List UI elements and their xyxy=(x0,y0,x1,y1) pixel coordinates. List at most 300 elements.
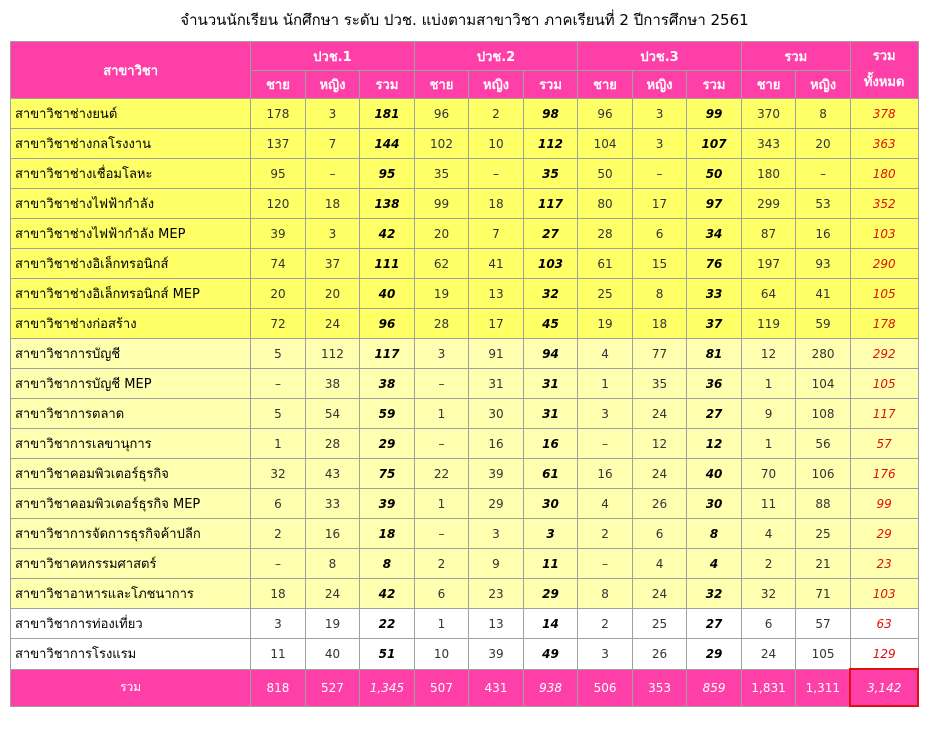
value-cell: 4 xyxy=(578,489,633,519)
value-cell: 16 xyxy=(305,519,360,549)
value-cell: 19 xyxy=(305,609,360,639)
value-cell: – xyxy=(796,159,851,189)
value-cell: 4 xyxy=(687,549,742,579)
value-cell: 2 xyxy=(251,519,306,549)
value-cell: 8 xyxy=(687,519,742,549)
value-cell: 49 xyxy=(523,639,578,670)
value-cell: 112 xyxy=(305,339,360,369)
value-cell: 87 xyxy=(741,219,796,249)
value-cell: 5 xyxy=(251,399,306,429)
value-cell: 40 xyxy=(305,639,360,670)
value-cell: 11 xyxy=(251,639,306,670)
value-cell: 4 xyxy=(578,339,633,369)
value-cell: 14 xyxy=(523,609,578,639)
value-cell: 2 xyxy=(578,609,633,639)
value-cell: 33 xyxy=(305,489,360,519)
value-cell: 2 xyxy=(414,549,469,579)
value-cell: – xyxy=(632,159,687,189)
value-cell: 31 xyxy=(523,399,578,429)
value-cell: 99 xyxy=(850,489,918,519)
value-cell: 32 xyxy=(741,579,796,609)
value-cell: 103 xyxy=(850,219,918,249)
value-cell: 3 xyxy=(305,99,360,129)
subject-name-cell: สาขาวิชาการบัญชี xyxy=(11,339,251,369)
value-cell: 96 xyxy=(360,309,415,339)
value-cell: 22 xyxy=(360,609,415,639)
value-cell: 42 xyxy=(360,579,415,609)
value-cell: 111 xyxy=(360,249,415,279)
value-cell: 117 xyxy=(360,339,415,369)
table-row xyxy=(11,369,919,399)
subject-name-cell: สาขาวิชาช่างกลโรงงาน xyxy=(11,129,251,159)
total-value-cell: 431 xyxy=(469,669,524,706)
table-row xyxy=(11,579,919,609)
value-cell: 81 xyxy=(687,339,742,369)
table-row xyxy=(11,129,919,159)
value-cell: 117 xyxy=(850,399,918,429)
value-cell: – xyxy=(305,159,360,189)
total-value-cell: 507 xyxy=(414,669,469,706)
value-cell: 62 xyxy=(414,249,469,279)
value-cell: 34 xyxy=(687,219,742,249)
value-cell: 31 xyxy=(469,369,524,399)
value-cell: 57 xyxy=(850,429,918,459)
value-cell: 12 xyxy=(632,429,687,459)
subject-name-cell: สาขาวิชาการจัดการธุรกิจค้าปลีก xyxy=(11,519,251,549)
value-cell: 28 xyxy=(578,219,633,249)
student-count-table xyxy=(10,41,919,707)
value-cell: – xyxy=(414,519,469,549)
table-row xyxy=(11,429,919,459)
value-cell: 29 xyxy=(360,429,415,459)
table-body xyxy=(11,99,919,707)
value-cell: 8 xyxy=(578,579,633,609)
value-cell: 352 xyxy=(850,189,918,219)
value-cell: 24 xyxy=(741,639,796,670)
value-cell: 16 xyxy=(523,429,578,459)
value-cell: 112 xyxy=(523,129,578,159)
value-cell: 91 xyxy=(469,339,524,369)
subject-name-cell: สาขาวิชาอาหารและโภชนาการ xyxy=(11,579,251,609)
value-cell: 178 xyxy=(251,99,306,129)
grand-total-header-line1: รวม xyxy=(872,49,896,64)
value-cell: 11 xyxy=(741,489,796,519)
grand-total-header xyxy=(850,42,918,99)
value-cell: 9 xyxy=(741,399,796,429)
subject-name-cell: สาขาวิชาช่างอิเล็กทรอนิกส์ xyxy=(11,249,251,279)
value-cell: 29 xyxy=(523,579,578,609)
value-cell: 117 xyxy=(523,189,578,219)
group-header-year3: ปวช.3 xyxy=(578,42,742,71)
value-cell: 64 xyxy=(741,279,796,309)
sub-header-female: หญิง xyxy=(469,71,524,99)
value-cell: 41 xyxy=(469,249,524,279)
value-cell: 37 xyxy=(305,249,360,279)
value-cell: 32 xyxy=(251,459,306,489)
value-cell: 29 xyxy=(469,489,524,519)
sub-header-female: หญิง xyxy=(796,71,851,99)
table-row xyxy=(11,459,919,489)
value-cell: 32 xyxy=(523,279,578,309)
value-cell: 6 xyxy=(632,219,687,249)
value-cell: 20 xyxy=(414,219,469,249)
value-cell: 4 xyxy=(632,549,687,579)
value-cell: 4 xyxy=(741,519,796,549)
table-row xyxy=(11,99,919,129)
value-cell: 6 xyxy=(414,579,469,609)
value-cell: 9 xyxy=(469,549,524,579)
value-cell: 1 xyxy=(414,489,469,519)
value-cell: 41 xyxy=(796,279,851,309)
value-cell: 61 xyxy=(578,249,633,279)
table-row xyxy=(11,279,919,309)
value-cell: 16 xyxy=(469,429,524,459)
subject-name-cell: สาขาวิชาคอมพิวเตอร์ธุรกิจ MEP xyxy=(11,489,251,519)
value-cell: 27 xyxy=(687,399,742,429)
sub-header-sum: รวม xyxy=(687,71,742,99)
value-cell: 2 xyxy=(578,519,633,549)
value-cell: 1 xyxy=(251,429,306,459)
value-cell: 3 xyxy=(414,339,469,369)
value-cell: 40 xyxy=(687,459,742,489)
table-row xyxy=(11,639,919,670)
value-cell: 30 xyxy=(523,489,578,519)
value-cell: 35 xyxy=(523,159,578,189)
value-cell: 8 xyxy=(305,549,360,579)
value-cell: 28 xyxy=(305,429,360,459)
value-cell: 35 xyxy=(414,159,469,189)
value-cell: 378 xyxy=(850,99,918,129)
value-cell: 53 xyxy=(796,189,851,219)
value-cell: 32 xyxy=(687,579,742,609)
value-cell: 50 xyxy=(578,159,633,189)
value-cell: 3 xyxy=(578,399,633,429)
subject-name-cell: สาขาวิชาช่างไฟฟ้ากำลัง MEP xyxy=(11,219,251,249)
value-cell: 7 xyxy=(469,219,524,249)
value-cell: 50 xyxy=(687,159,742,189)
value-cell: 104 xyxy=(578,129,633,159)
value-cell: 107 xyxy=(687,129,742,159)
value-cell: 39 xyxy=(469,639,524,670)
subject-name-cell: สาขาวิชาการท่องเที่ยว xyxy=(11,609,251,639)
total-value-cell: 938 xyxy=(523,669,578,706)
value-cell: 106 xyxy=(796,459,851,489)
value-cell: 299 xyxy=(741,189,796,219)
value-cell: 20 xyxy=(796,129,851,159)
value-cell: – xyxy=(578,429,633,459)
value-cell: 38 xyxy=(360,369,415,399)
value-cell: 11 xyxy=(523,549,578,579)
grand-total-header-line2: ทั้งหมด xyxy=(863,75,905,90)
value-cell: 13 xyxy=(469,279,524,309)
value-cell: 24 xyxy=(305,579,360,609)
group-header-year2: ปวช.2 xyxy=(414,42,578,71)
value-cell: 18 xyxy=(251,579,306,609)
sub-header-sum: รวม xyxy=(360,71,415,99)
value-cell: – xyxy=(251,369,306,399)
group-header-year1: ปวช.1 xyxy=(251,42,415,71)
value-cell: – xyxy=(578,549,633,579)
table-row xyxy=(11,489,919,519)
value-cell: 23 xyxy=(850,549,918,579)
value-cell: 61 xyxy=(523,459,578,489)
value-cell: 197 xyxy=(741,249,796,279)
value-cell: 27 xyxy=(687,609,742,639)
value-cell: 57 xyxy=(796,609,851,639)
value-cell: 16 xyxy=(578,459,633,489)
value-cell: 6 xyxy=(741,609,796,639)
value-cell: 98 xyxy=(523,99,578,129)
value-cell: 45 xyxy=(523,309,578,339)
total-value-cell: 506 xyxy=(578,669,633,706)
value-cell: 3 xyxy=(251,609,306,639)
value-cell: 137 xyxy=(251,129,306,159)
value-cell: 3 xyxy=(632,129,687,159)
value-cell: 36 xyxy=(687,369,742,399)
subject-name-cell: สาขาวิชาช่างเชื่อมโลหะ xyxy=(11,159,251,189)
sub-header-female: หญิง xyxy=(305,71,360,99)
value-cell: 37 xyxy=(687,309,742,339)
value-cell: 30 xyxy=(469,399,524,429)
value-cell: 43 xyxy=(305,459,360,489)
value-cell: 3 xyxy=(305,219,360,249)
subject-name-cell: สาขาวิชาการเลขานุการ xyxy=(11,429,251,459)
table-row xyxy=(11,549,919,579)
total-value-cell: 859 xyxy=(687,669,742,706)
value-cell: 2 xyxy=(741,549,796,579)
value-cell: 22 xyxy=(414,459,469,489)
value-cell: 105 xyxy=(850,369,918,399)
value-cell: 10 xyxy=(414,639,469,670)
value-cell: 10 xyxy=(469,129,524,159)
value-cell: 20 xyxy=(305,279,360,309)
value-cell: 96 xyxy=(578,99,633,129)
value-cell: 77 xyxy=(632,339,687,369)
total-value-cell: 1,831 xyxy=(741,669,796,706)
value-cell: 35 xyxy=(632,369,687,399)
value-cell: 99 xyxy=(414,189,469,219)
value-cell: 25 xyxy=(632,609,687,639)
subject-header: สาขาวิชา xyxy=(11,42,251,99)
value-cell: 39 xyxy=(251,219,306,249)
grand-total-cell: 3,142 xyxy=(850,669,918,706)
value-cell: 19 xyxy=(414,279,469,309)
value-cell: 28 xyxy=(414,309,469,339)
value-cell: 6 xyxy=(251,489,306,519)
value-cell: 1 xyxy=(414,609,469,639)
subject-name-cell: สาขาวิชาคอมพิวเตอร์ธุรกิจ xyxy=(11,459,251,489)
value-cell: 59 xyxy=(360,399,415,429)
value-cell: 290 xyxy=(850,249,918,279)
value-cell: 18 xyxy=(360,519,415,549)
value-cell: 29 xyxy=(687,639,742,670)
value-cell: 24 xyxy=(632,459,687,489)
value-cell: – xyxy=(414,369,469,399)
value-cell: 119 xyxy=(741,309,796,339)
sub-header-male: ชาย xyxy=(578,71,633,99)
total-value-cell: 818 xyxy=(251,669,306,706)
value-cell: 94 xyxy=(523,339,578,369)
subject-name-cell: สาขาวิชาช่างไฟฟ้ากำลัง xyxy=(11,189,251,219)
value-cell: 180 xyxy=(741,159,796,189)
value-cell: 95 xyxy=(360,159,415,189)
value-cell: 7 xyxy=(305,129,360,159)
value-cell: 363 xyxy=(850,129,918,159)
value-cell: 1 xyxy=(414,399,469,429)
value-cell: 38 xyxy=(305,369,360,399)
value-cell: 120 xyxy=(251,189,306,219)
value-cell: 54 xyxy=(305,399,360,429)
value-cell: 3 xyxy=(469,519,524,549)
value-cell: 105 xyxy=(850,279,918,309)
value-cell: 3 xyxy=(523,519,578,549)
table-row xyxy=(11,609,919,639)
value-cell: 76 xyxy=(687,249,742,279)
value-cell: 280 xyxy=(796,339,851,369)
sub-header-female: หญิง xyxy=(632,71,687,99)
table-row xyxy=(11,339,919,369)
value-cell: 96 xyxy=(414,99,469,129)
value-cell: 108 xyxy=(796,399,851,429)
value-cell: 370 xyxy=(741,99,796,129)
group-header-total: รวม xyxy=(741,42,850,71)
value-cell: – xyxy=(469,159,524,189)
table-row xyxy=(11,399,919,429)
value-cell: 59 xyxy=(796,309,851,339)
value-cell: 181 xyxy=(360,99,415,129)
value-cell: 1 xyxy=(741,369,796,399)
total-value-cell: 353 xyxy=(632,669,687,706)
value-cell: 19 xyxy=(578,309,633,339)
value-cell: 17 xyxy=(632,189,687,219)
value-cell: 343 xyxy=(741,129,796,159)
value-cell: 24 xyxy=(632,579,687,609)
value-cell: 1 xyxy=(741,429,796,459)
value-cell: 71 xyxy=(796,579,851,609)
value-cell: 26 xyxy=(632,639,687,670)
value-cell: 3 xyxy=(578,639,633,670)
table-row xyxy=(11,189,919,219)
value-cell: 27 xyxy=(523,219,578,249)
sub-header-sum: รวม xyxy=(523,71,578,99)
value-cell: 6 xyxy=(632,519,687,549)
subject-name-cell: สาขาวิชาคหกรรมศาสตร์ xyxy=(11,549,251,579)
value-cell: 178 xyxy=(850,309,918,339)
value-cell: 105 xyxy=(796,639,851,670)
subject-name-cell: สาขาวิชาช่างอิเล็กทรอนิกส์ MEP xyxy=(11,279,251,309)
value-cell: 17 xyxy=(469,309,524,339)
value-cell: 25 xyxy=(578,279,633,309)
value-cell: 24 xyxy=(632,399,687,429)
value-cell: 63 xyxy=(850,609,918,639)
table-row xyxy=(11,519,919,549)
table-row xyxy=(11,159,919,189)
value-cell: 88 xyxy=(796,489,851,519)
value-cell: 26 xyxy=(632,489,687,519)
value-cell: 8 xyxy=(632,279,687,309)
header-row-groups xyxy=(11,42,919,71)
value-cell: 99 xyxy=(687,99,742,129)
value-cell: 129 xyxy=(850,639,918,670)
value-cell: 40 xyxy=(360,279,415,309)
value-cell: 102 xyxy=(414,129,469,159)
table-row xyxy=(11,219,919,249)
value-cell: 39 xyxy=(360,489,415,519)
sub-header-male: ชาย xyxy=(251,71,306,99)
total-value-cell: 527 xyxy=(305,669,360,706)
value-cell: 3 xyxy=(632,99,687,129)
subject-name-cell: สาขาวิชาช่างก่อสร้าง xyxy=(11,309,251,339)
subject-name-cell: สาขาวิชาช่างยนต์ xyxy=(11,99,251,129)
total-label-cell: รวม xyxy=(11,669,251,706)
value-cell: 21 xyxy=(796,549,851,579)
total-value-cell: 1,311 xyxy=(796,669,851,706)
total-row xyxy=(11,669,919,706)
value-cell: 51 xyxy=(360,639,415,670)
value-cell: 2 xyxy=(469,99,524,129)
value-cell: 24 xyxy=(305,309,360,339)
sub-header-male: ชาย xyxy=(741,71,796,99)
total-value-cell: 1,345 xyxy=(360,669,415,706)
value-cell: 18 xyxy=(305,189,360,219)
subject-name-cell: สาขาวิชาการโรงแรม xyxy=(11,639,251,670)
value-cell: 5 xyxy=(251,339,306,369)
value-cell: 70 xyxy=(741,459,796,489)
value-cell: 80 xyxy=(578,189,633,219)
value-cell: 95 xyxy=(251,159,306,189)
sub-header-male: ชาย xyxy=(414,71,469,99)
value-cell: 39 xyxy=(469,459,524,489)
value-cell: 25 xyxy=(796,519,851,549)
value-cell: 23 xyxy=(469,579,524,609)
value-cell: 1 xyxy=(578,369,633,399)
value-cell: 292 xyxy=(850,339,918,369)
value-cell: 56 xyxy=(796,429,851,459)
value-cell: 15 xyxy=(632,249,687,279)
value-cell: 144 xyxy=(360,129,415,159)
value-cell: 20 xyxy=(251,279,306,309)
value-cell: 93 xyxy=(796,249,851,279)
value-cell: 29 xyxy=(850,519,918,549)
value-cell: 12 xyxy=(687,429,742,459)
value-cell: 74 xyxy=(251,249,306,279)
value-cell: 16 xyxy=(796,219,851,249)
value-cell: 42 xyxy=(360,219,415,249)
subject-name-cell: สาขาวิชาการตลาด xyxy=(11,399,251,429)
value-cell: – xyxy=(414,429,469,459)
value-cell: 72 xyxy=(251,309,306,339)
value-cell: 104 xyxy=(796,369,851,399)
subject-name-cell: สาขาวิชาการบัญชี MEP xyxy=(11,369,251,399)
value-cell: 8 xyxy=(796,99,851,129)
value-cell: 12 xyxy=(741,339,796,369)
value-cell: 18 xyxy=(469,189,524,219)
value-cell: 8 xyxy=(360,549,415,579)
value-cell: 31 xyxy=(523,369,578,399)
value-cell: 103 xyxy=(523,249,578,279)
table-row xyxy=(11,309,919,339)
value-cell: 18 xyxy=(632,309,687,339)
value-cell: 103 xyxy=(850,579,918,609)
value-cell: 138 xyxy=(360,189,415,219)
value-cell: 180 xyxy=(850,159,918,189)
page-title: จำนวนนักเรียน นักศึกษา ระดับ ปวช. แบ่งตามสาขาวิชา ภาคเรียนที่ 2 ปีการศึกษา 2561 xyxy=(180,11,749,29)
value-cell: 30 xyxy=(687,489,742,519)
value-cell: – xyxy=(251,549,306,579)
value-cell: 33 xyxy=(687,279,742,309)
value-cell: 75 xyxy=(360,459,415,489)
value-cell: 97 xyxy=(687,189,742,219)
